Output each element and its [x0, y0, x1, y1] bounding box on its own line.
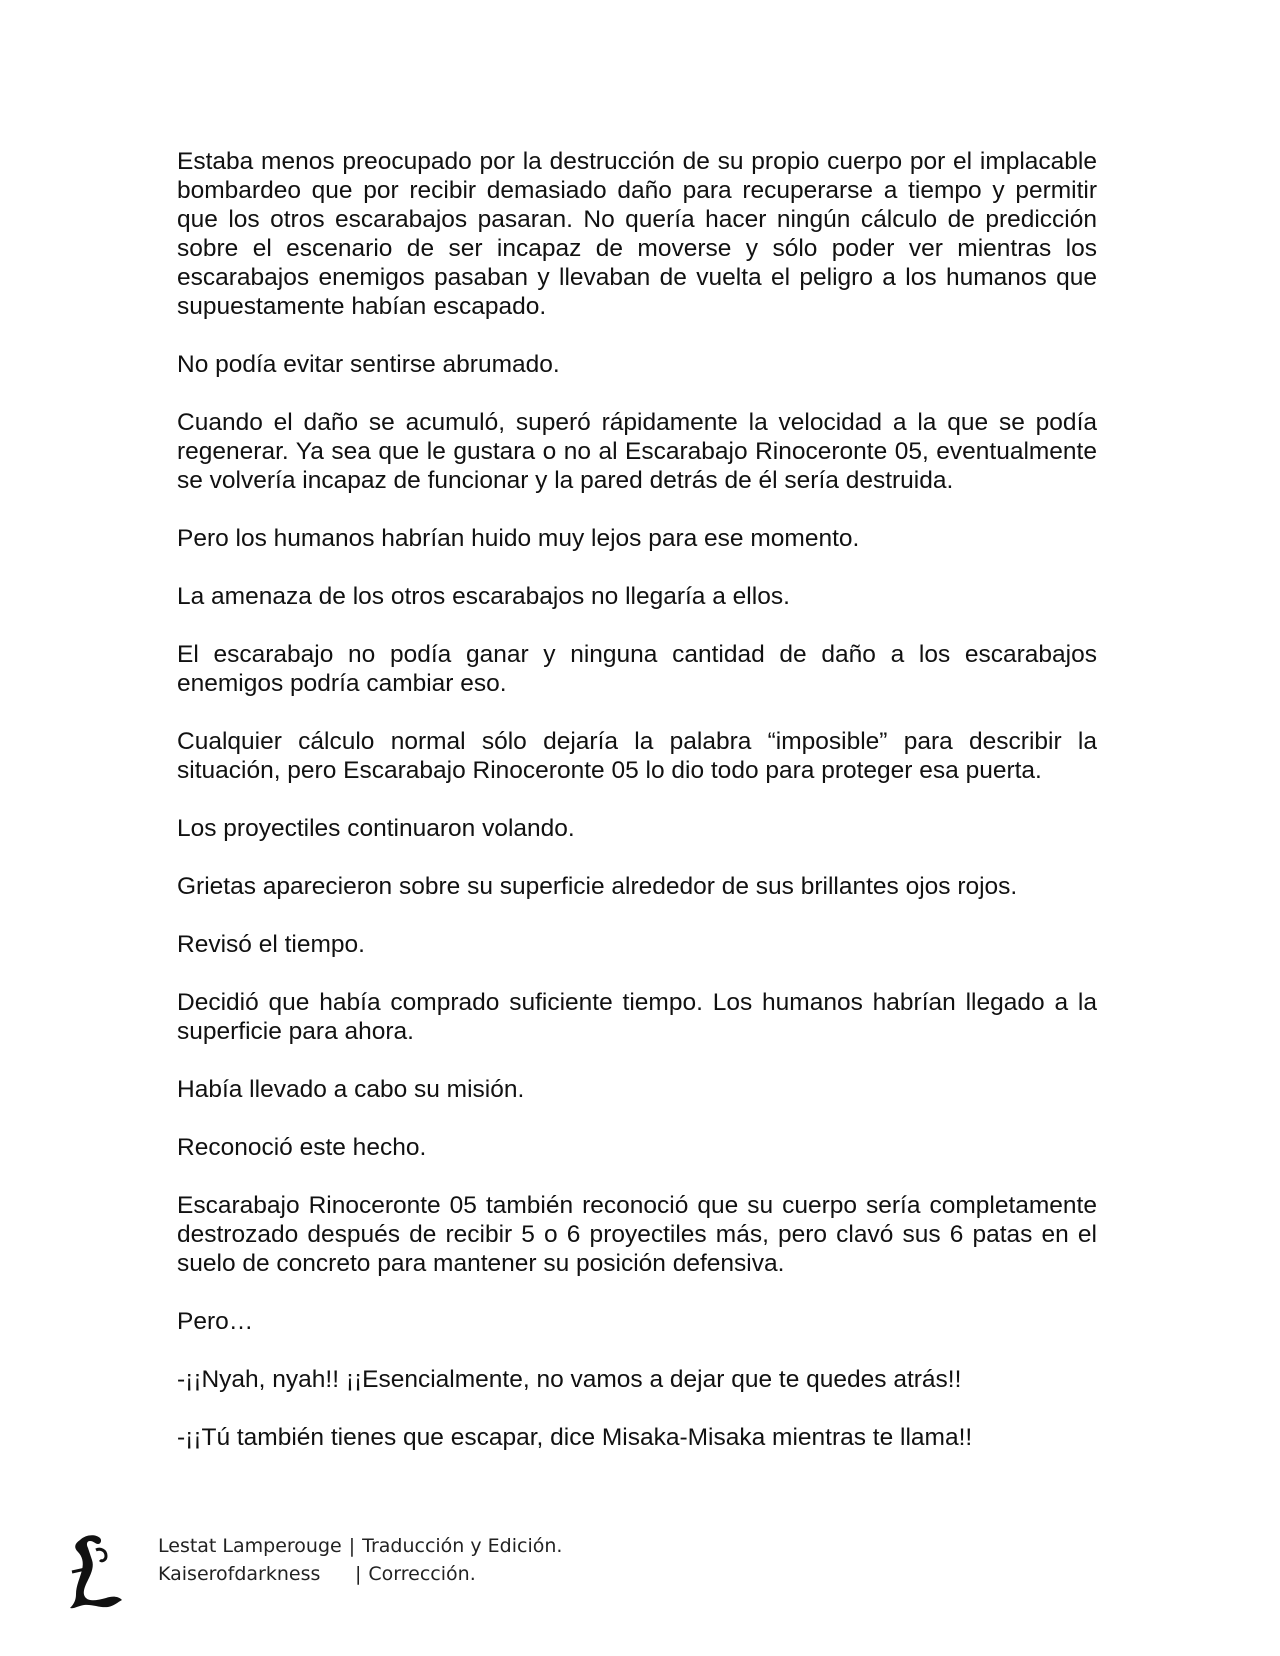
credit-role: Traducción y Edición.: [362, 1535, 563, 1557]
paragraph: Cuando el daño se acumuló, superó rápidamente la velocidad a la que se podía regenerar. Ya sea que le gustara o no al Escarabajo Rinoceronte 05, eventualmente se volvería incapaz de funcionar y la pared detrás de él sería destruida.: [177, 409, 1097, 494]
paragraph: Había llevado a cabo su misión.: [177, 1076, 525, 1103]
page-footer: [66, 1532, 766, 1612]
paragraph: Estaba menos preocupado por la destrucción de su propio cuerpo por el implacable bombardeo que por recibir demasiado daño para recuperarse a tiempo y permitir que los otros escarabajos pasaran. No quería hacer ningún cálculo de predicción sobre el escenario de ser incapaz de moverse y sólo poder ver mientras los escarabajos enemigos pasaban y llevaban de vuelta el peligro a los humanos que supuestamente habían escapado.: [177, 148, 1097, 320]
paragraph: No podía evitar sentirse abrumado.: [177, 351, 560, 378]
paragraph: La amenaza de los otros escarabajos no llegaría a ellos.: [177, 583, 790, 610]
credit-row: [158, 1560, 562, 1588]
paragraph: Los proyectiles continuaron volando.: [177, 815, 575, 842]
credit-name: Lestat Lamperouge: [158, 1535, 342, 1557]
credit-separator: |: [355, 1563, 362, 1585]
credit-row: [158, 1532, 562, 1560]
paragraph: Escarabajo Rinoceronte 05 también reconoció que su cuerpo sería completamente destrozado después de recibir 5 o 6 proyectiles más, pero clavó sus 6 patas en el suelo de concreto para mantener su posición defensiva.: [177, 1192, 1097, 1277]
paragraph: -¡¡Tú también tienes que escapar, dice Misaka-Misaka mientras te llama!!: [177, 1424, 973, 1451]
credit-role: Corrección.: [368, 1563, 476, 1585]
paragraph: Grietas aparecieron sobre su superficie alrededor de sus brillantes ojos rojos.: [177, 873, 1018, 900]
credit-separator: |: [348, 1535, 356, 1557]
paragraph: -¡¡Nyah, nyah!! ¡¡Esencialmente, no vamos a dejar que te quedes atrás!!: [177, 1366, 962, 1393]
paragraph: Reconoció este hecho.: [177, 1134, 427, 1161]
document-body: [177, 147, 1097, 1481]
paragraph: El escarabajo no podía ganar y ninguna cantidad de daño a los escarabajos enemigos podría cambiar eso.: [177, 641, 1097, 697]
paragraph: Revisó el tiempo.: [177, 931, 365, 958]
paragraph: Pero…: [177, 1308, 254, 1335]
paragraph: Pero los humanos habrían huido muy lejos para ese momento.: [177, 525, 860, 552]
credit-name: Kaiserofdarkness: [158, 1563, 321, 1585]
paragraph: Cualquier cálculo normal sólo dejaría la palabra “imposible” para describir la situación, pero Escarabajo Rinoceronte 05 lo dio todo para proteger esa puerta.: [177, 728, 1097, 784]
paragraph: Decidió que había comprado suficiente tiempo. Los humanos habrían llegado a la superficie para ahora.: [177, 989, 1097, 1045]
gothic-l-logo-icon: [66, 1532, 126, 1610]
credits: [158, 1532, 562, 1588]
